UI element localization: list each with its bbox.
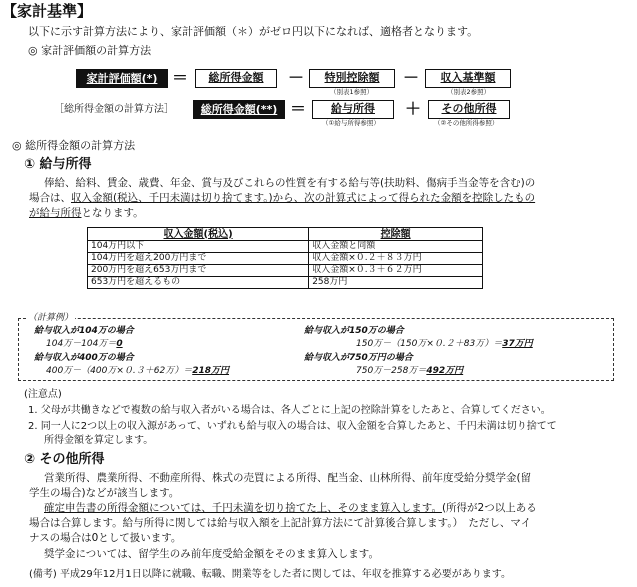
other-line4: 場合は合算します。給与所得に関しては給与収入額を上記計算方法にて計算後合算します。） ただし、マイ [29, 517, 532, 529]
example4-result: 492万円 [426, 366, 464, 376]
table-cell: 収入金額×０.２＋８３万円 [309, 253, 483, 265]
equals-sign: ＝ [172, 68, 189, 87]
income-standard-box: 収入基準額 [425, 69, 511, 88]
table-cell: 104万円以下 [88, 241, 309, 253]
salary-income-box: 給与所得 [312, 100, 394, 119]
note-2-line2: 所得金額を算定します。 [44, 435, 154, 446]
section1-heading: ◎ 家計評価額の計算方法 [28, 44, 152, 57]
special-deduction-note: （別表1参照） [330, 88, 374, 96]
table-header-row [88, 228, 483, 241]
equals-sign: ＝ [290, 99, 307, 118]
total-income-calc-box: 総所得金額(**) [193, 100, 285, 119]
example1-calc-text: 104万－104万＝ [46, 339, 117, 349]
other-line3b: (所得が2つ以上ある [441, 502, 537, 514]
salary-text-line3a: が給与所得 [29, 207, 82, 219]
table-cell: 258万円 [309, 277, 483, 289]
section2-heading: ◎ 総所得金額の計算方法 [12, 139, 136, 152]
page-title: 【家計基準】 [2, 2, 93, 20]
example4-calc-text: 750万－258万＝ [356, 366, 427, 376]
salary-income-heading: ① 給与所得 [24, 157, 92, 172]
intro-text: 以下に示す計算方法により、家計評価額（＊）がゼロ円以下になれば、適格者となります。 [28, 25, 479, 38]
table-cell: 653万円を超えるもの [88, 277, 309, 289]
table-header-deduction: 控除額 [309, 228, 483, 241]
example3-title: 給与収入が400万の場合 [34, 353, 134, 363]
income-standard-note: （別表2参照） [447, 88, 491, 96]
table-cell: 収入金額×０.３＋６２万円 [309, 265, 483, 277]
special-deduction-box: 特別控除額 [309, 69, 395, 88]
example2-calc-text: 150万－（150万×０.２＋83万）＝ [356, 339, 503, 349]
example2-result: 37万円 [502, 339, 533, 349]
example1-calc [46, 338, 123, 350]
example1-title: 給与収入が104万の場合 [34, 326, 134, 336]
other-income-heading: ② その他所得 [24, 452, 105, 467]
example1-result: 0 [116, 339, 123, 349]
table-header-income: 収入金額(税込) [88, 228, 309, 241]
other-income-note: （②その他所得参照） [434, 119, 499, 127]
table-cell: 収入金額と同額 [309, 241, 483, 253]
example3-calc [46, 365, 229, 377]
plus-sign: ＋ [405, 99, 422, 118]
note-2-line1: 2. 同一人に2つ以上の収入源があって、いずれも給与収入の場合は、収入金額を合算したあと、千円未満は切り捨てて [28, 421, 557, 432]
salary-income-note: （①給与所得参照） [322, 119, 380, 127]
minus-sign: － [403, 68, 420, 87]
salary-text-line2b: 収入金額(税込、千円未満は切り捨てます。)から、次の計算式によって得られた金額を控除したもの [71, 192, 536, 204]
salary-text-line3 [29, 206, 144, 221]
other-line5: ナスの場合は0として扱います。 [29, 532, 182, 544]
example4-title: 給与収入が750万円の場合 [304, 353, 413, 363]
other-line6: 奨学金については、留学生のみ前年度受給金額をそのまま算入します。 [44, 548, 379, 560]
formula2-label: ［総所得金額の計算方法］ [54, 104, 174, 115]
remark: (備考) 平成29年12月1日以降に就職、転職、開業等をした者に関しては、年収を推算する必要があります。 [29, 569, 511, 580]
table-row [88, 241, 483, 253]
table-row [88, 277, 483, 289]
salary-text-line3b: となります。 [81, 207, 144, 219]
total-income-box: 総所得金額 [195, 69, 277, 88]
example3-result: 218万円 [192, 366, 230, 376]
example3-calc-text: 400万－（400万×０.３＋62万）＝ [46, 366, 193, 376]
calc-example-label: （計算例） [28, 313, 74, 323]
table-cell: 200万円を超え653万円まで [88, 265, 309, 277]
notes-label: (注意点) [24, 389, 62, 400]
household-eval-box: 家計評価額(*) [76, 69, 168, 88]
table-cell: 104万円を超え200万円まで [88, 253, 309, 265]
table-row [88, 253, 483, 265]
salary-text-line1: 俸給、給料、賃金、歳費、年金、賞与及びこれらの性質を有する給与等(扶助料、傷病手当金等を含む)の [44, 177, 536, 189]
salary-text-line2a: 場合は、 [29, 192, 71, 204]
other-line3 [44, 501, 537, 516]
other-line1: 営業所得、農業所得、不動産所得、株式の売買による所得、配当金、山林所得、前年度受給分奨学金(留 [44, 472, 532, 484]
example2-calc [356, 338, 533, 350]
deduction-table [87, 227, 483, 289]
example4-calc [356, 365, 463, 377]
minus-sign: － [288, 68, 305, 87]
other-income-box: その他所得 [428, 100, 510, 119]
example2-title: 給与収入が150万の場合 [304, 326, 404, 336]
salary-text-line2 [29, 191, 535, 206]
table-row [88, 265, 483, 277]
other-line3a: 確定申告書の所得金額については、千円未満を切り捨てた上、そのまま算入します。 [44, 502, 442, 514]
note-1: 1. 父母が共働きなどで複数の給与収入者がいる場合は、各人ごとに上記の控除計算をしたあと、合算してください。 [28, 405, 551, 416]
other-line2: 学生の場合)などが該当します。 [29, 487, 180, 499]
